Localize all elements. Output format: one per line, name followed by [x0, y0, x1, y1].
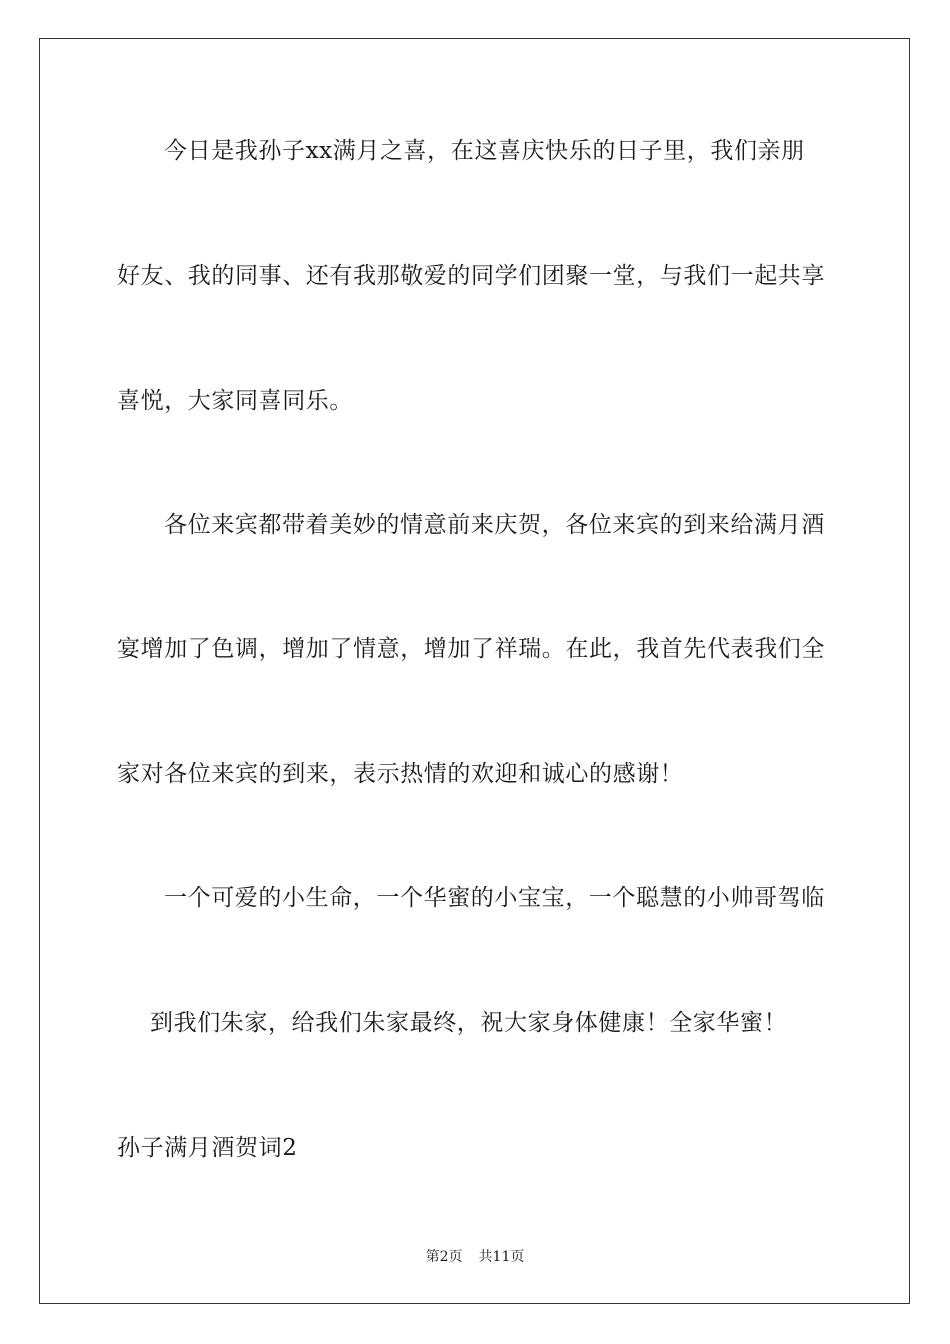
paragraph-2-line-1: 各位来宾都带着美妙的情意前来庆贺，各位来宾的到来给满月酒 — [164, 512, 825, 538]
paragraph-1-line-2: 好友、我的同事、还有我那敬爱的同学们团聚一堂，与我们一起共享 — [117, 263, 825, 289]
page-number: 第2页 — [425, 1249, 463, 1265]
section-heading: 孙子满月酒贺词2 — [117, 1135, 298, 1161]
paragraph-3-line-1: 一个可爱的小生命，一个华蜜的小宝宝，一个聪慧的小帅哥驾临 — [164, 885, 825, 911]
page-total: 共11页 — [478, 1249, 525, 1265]
paragraph-1-line-3: 喜悦，大家同喜同乐。 — [117, 388, 353, 414]
paragraph-2-line-3: 家对各位来宾的到来，表示热情的欢迎和诚心的感谢！ — [117, 761, 684, 787]
paragraph-3-line-2: 到我们朱家，给我们朱家最终，祝大家身体健康！全家华蜜！ — [150, 1010, 788, 1036]
paragraph-1-line-1: 今日是我孙子xx满月之喜，在这喜庆快乐的日子里，我们亲朋 — [164, 138, 805, 164]
paragraph-2-line-2: 宴增加了色调，增加了情意，增加了祥瑞。在此，我首先代表我们全 — [117, 636, 825, 662]
page-footer — [0, 1248, 950, 1266]
page-border — [39, 38, 910, 1304]
